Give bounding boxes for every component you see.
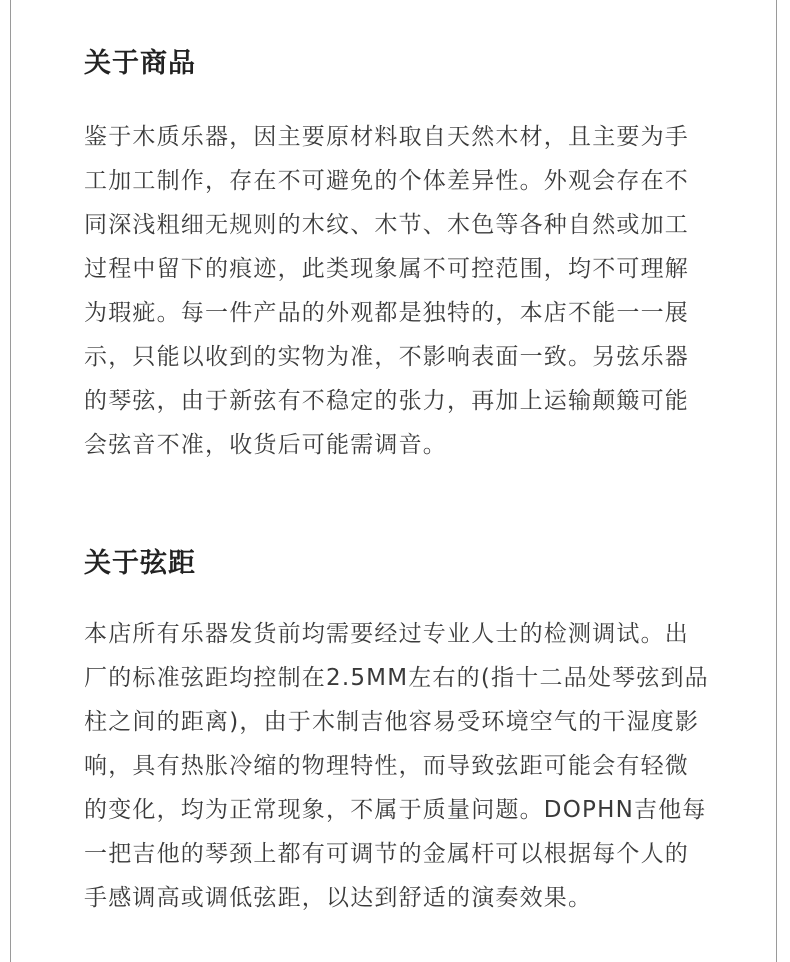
text-line: 工加工制作，存在不可避免的个体差异性。外观会存在不: [84, 168, 689, 194]
about-string-action-text: [84, 612, 724, 920]
text-line: 的变化，均为正常现象，不属于质量问题。DOPHN吉他每: [84, 797, 707, 823]
about-product-text: [84, 115, 724, 467]
text-line: 过程中留下的痕迹，此类现象属不可控范围，均不可理解: [84, 256, 689, 282]
text-line: 手感调高或调低弦距，以达到舒适的演奏效果。: [84, 885, 593, 911]
text-line: 本店所有乐器发货前均需要经过专业人士的检测调试。出: [84, 621, 689, 647]
text-line: 鉴于木质乐器，因主要原材料取自天然木材，且主要为手: [84, 124, 689, 150]
about-product-section: [84, 46, 724, 467]
text-line: 响，具有热胀冷缩的物理特性，而导致弦距可能会有轻微: [84, 753, 689, 779]
text-line: 会弦音不准，收货后可能需调音。: [84, 432, 447, 458]
text-line: 示，只能以收到的实物为准，不影响表面一致。另弦乐器: [84, 344, 689, 370]
text-line: 一把吉他的琴颈上都有可调节的金属杆可以根据每个人的: [84, 841, 689, 867]
text-line: 的琴弦，由于新弦有不稳定的张力，再加上运输颠簸可能: [84, 388, 689, 414]
about-string-action-title: 关于弦距: [84, 548, 196, 579]
text-line: 厂的标准弦距均控制在2.5MM左右的(指十二品处琴弦到品: [84, 665, 709, 691]
about-product-title: 关于商品: [84, 48, 196, 79]
text-line: 柱之间的距离)，由于木制吉他容易受环境空气的干湿度影: [84, 709, 700, 735]
text-line: 为瑕疵。每一件产品的外观都是独特的，本店不能一一展: [84, 300, 689, 326]
about-string-action-section: [84, 546, 724, 920]
text-line: 同深浅粗细无规则的木纹、木节、木色等各种自然或加工: [84, 212, 689, 238]
